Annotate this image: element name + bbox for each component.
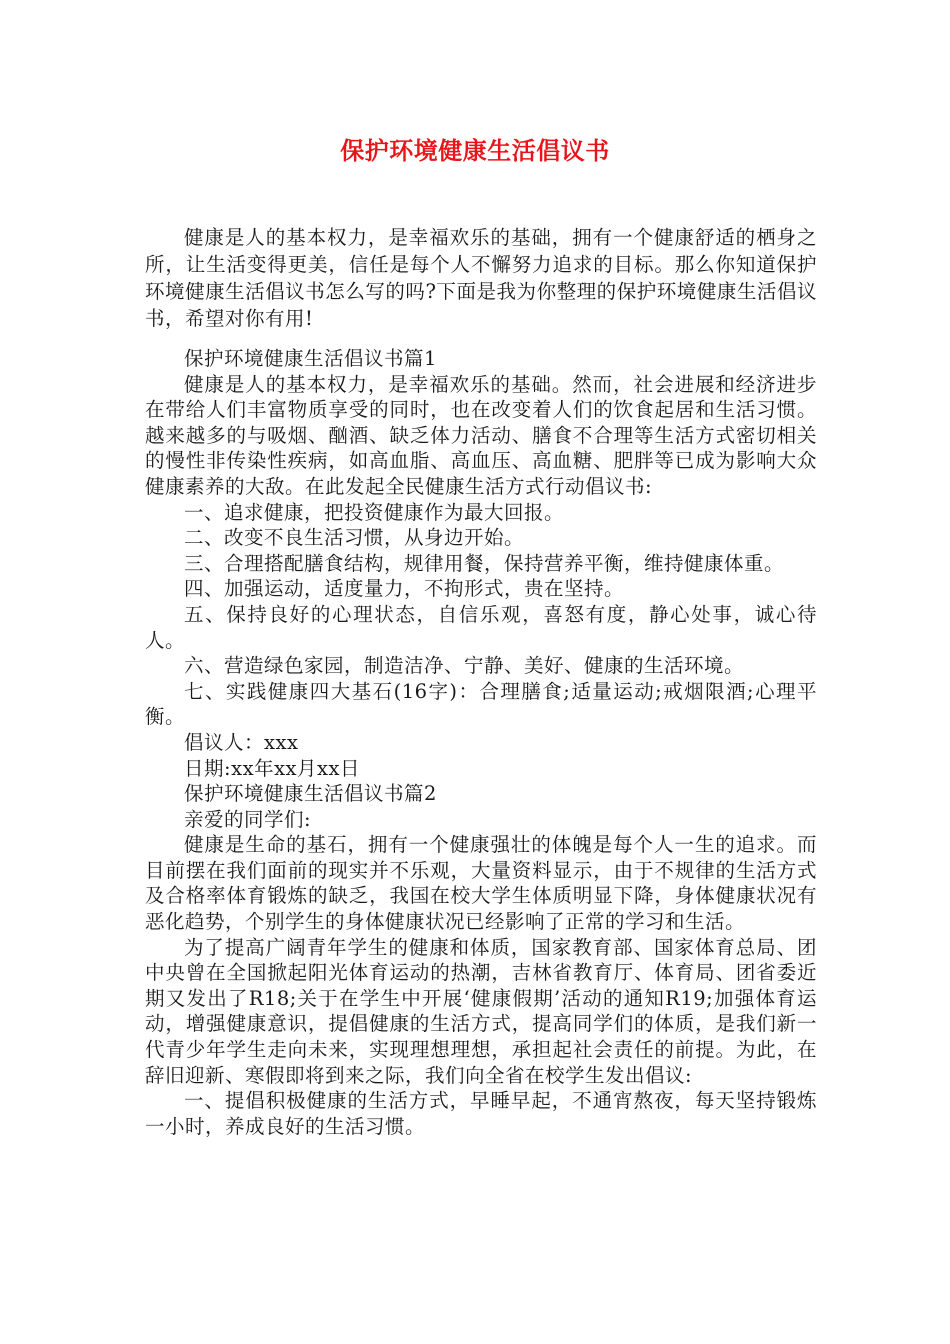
date-line: 日期:xx年xx月xx日 — [184, 756, 361, 780]
main-content — [145, 346, 817, 1139]
list-item: 七、实践健康四大基石(16字)：合理膳食;适量运动;戒烟限酒;心理平衡。 — [145, 679, 817, 729]
section-heading-1: 保护环境健康生活倡议书篇1 — [184, 347, 437, 370]
list-item: 三、合理搭配膳食结构，规律用餐，保持营养平衡，维持健康体重。 — [184, 551, 785, 575]
list-item: 一、提倡积极健康的生活方式，早睡早起，不通宵熬夜，每天坚持锻炼一小时，养成良好的生活习惯。 — [145, 1089, 817, 1138]
intro-paragraph: 健康是人的基本权力，是幸福欢乐的基础，拥有一个健康舒适的栖身之所，让生活变得更美，信任是每个人不懈努力追求的目标。那么你知道保护环境健康生活倡议书怎么写的吗?下面是我为你整理的保护环境健康生活倡议书，希望对你有用! — [145, 226, 817, 330]
signatory-line: 倡议人：xxx — [184, 730, 299, 754]
list-item: 六、营造绿色家园，制造洁净、宁静、美好、健康的生活环境。 — [184, 654, 745, 678]
list-item: 二、改变不良生活习惯，从身边开始。 — [184, 526, 525, 550]
salutation: 亲爱的同学们: — [184, 807, 312, 831]
body-paragraph: 为了提高广阔青年学生的健康和体质，国家教育部、国家体育总局、团中央曾在全国掀起阳光体育运动的热潮，吉林省教育厅、体育局、团省委近期又发出了R18;关于在学生中开展‘健康假期’活动的通知R19;加强体育运动，增强健康意识，提倡健康的生活方式，提高同学们的体质，是我们新一代青少年学生走向未来，实现理想理想，承担起社会责任的前提。为此，在辞旧迎新、寒假即将到来之际，我们向全省在校学生发出倡议: — [145, 935, 817, 1087]
body-paragraph: 健康是人的基本权力，是幸福欢乐的基础。然而，社会进展和经济进步在带给人们丰富物质享受的同时，也在改变着人们的饮食起居和生活习惯。越来越多的与吸烟、酗酒、缺乏体力活动、膳食不合理等生活方式密切相关的慢性非传染性疾病，如高血脂、高血压、高血糖、肥胖等已成为影响大众健康素养的大敌。在此发起全民健康生活方式行动倡议书: — [145, 372, 817, 498]
list-item: 五、保持良好的心理状态，自信乐观，喜怒有度，静心处事，诚心待人。 — [145, 602, 817, 652]
intro-section — [145, 224, 817, 332]
section-heading-2: 保护环境健康生活倡议书篇2 — [184, 782, 437, 806]
list-item: 四、加强运动，适度量力，不拘形式，贵在坚持。 — [184, 577, 625, 601]
list-item: 一、追求健康，把投资健康作为最大回报。 — [184, 500, 565, 524]
document-title: 保护环境健康生活倡议书 — [340, 137, 610, 165]
body-paragraph: 健康是生命的基石，拥有一个健康强壮的体魄是每个人一生的追求。而目前摆在我们面前的现实并不乐观，大量资料显示，由于不规律的生活方式及合格率体育锻炼的缺乏，我国在校大学生体质明显下降，身体健康状况有恶化趋势，个别学生的身体健康状况已经影响了正常的学习和生活。 — [145, 833, 817, 934]
